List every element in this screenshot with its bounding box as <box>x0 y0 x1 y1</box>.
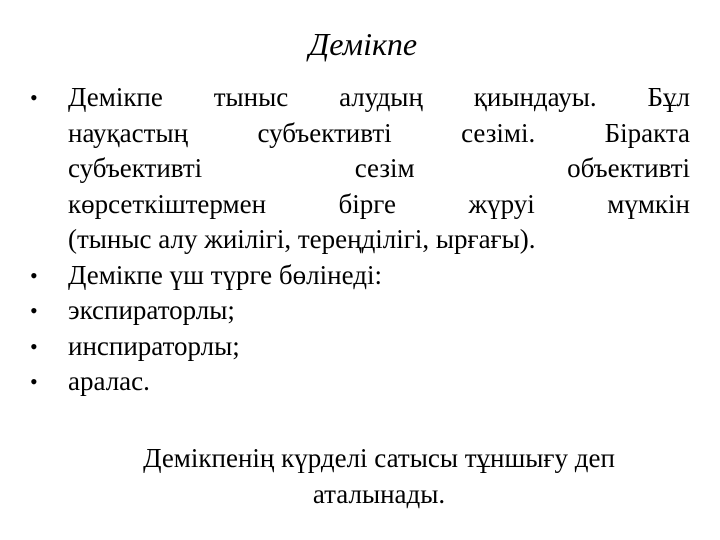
closing-line: аталынады. <box>312 479 446 509</box>
bullet-item <box>30 329 690 365</box>
bullet-text: Демікпе үш түрге бөлінеді: <box>68 259 382 290</box>
bullet-line <box>68 222 690 258</box>
bullet-icon: • <box>30 262 38 288</box>
word: науқастың <box>68 117 189 148</box>
slide-title: Демікпе <box>308 26 418 62</box>
bullet-item <box>30 293 690 329</box>
bullet-icon: • <box>30 369 38 394</box>
word: Демікпе <box>68 82 163 112</box>
bullet-line-text <box>68 80 690 116</box>
closing-line: Демікпенің күрделі сатысы тұншығу деп <box>143 443 615 473</box>
word: субъективті <box>257 117 392 148</box>
bullet-line-text <box>68 187 690 223</box>
bullet-line-text <box>68 116 690 152</box>
bullet-line <box>68 187 690 223</box>
bullet-item <box>30 80 690 258</box>
word: қиындауы. <box>473 82 597 112</box>
word: Біракта <box>604 117 690 148</box>
bullet-line-text <box>68 151 690 187</box>
word: көрсеткіштермен <box>68 188 267 219</box>
bullet-item <box>30 258 690 294</box>
word: субъективті <box>68 153 203 183</box>
bullet-text: экспираторлы; <box>68 295 235 325</box>
bullet-line <box>68 80 690 116</box>
word: мүмкін <box>607 188 690 219</box>
bullet-item <box>30 364 690 400</box>
word: сезім <box>354 153 415 183</box>
bullet-icon: • <box>30 333 38 359</box>
word: Бұл <box>647 82 690 112</box>
word: бірге <box>338 188 396 219</box>
bullet-line <box>68 116 690 152</box>
word: тыныс <box>213 82 289 112</box>
bullet-line <box>68 151 690 187</box>
bullet-list <box>30 80 690 400</box>
bullet-text: инспираторлы; <box>68 330 240 361</box>
bullet-icon: • <box>30 298 38 323</box>
word: алудың <box>339 82 423 112</box>
word: жүруі <box>468 188 535 219</box>
word: сезімі. <box>461 117 536 148</box>
bullet-text: аралас. <box>68 366 150 396</box>
bullet-icon: • <box>30 85 38 110</box>
bullet-line-text: (тыныс алу жиілігі, тереңділігі, ырғағы). <box>68 224 536 254</box>
closing-paragraph <box>30 440 690 512</box>
word: объективті <box>567 153 690 183</box>
